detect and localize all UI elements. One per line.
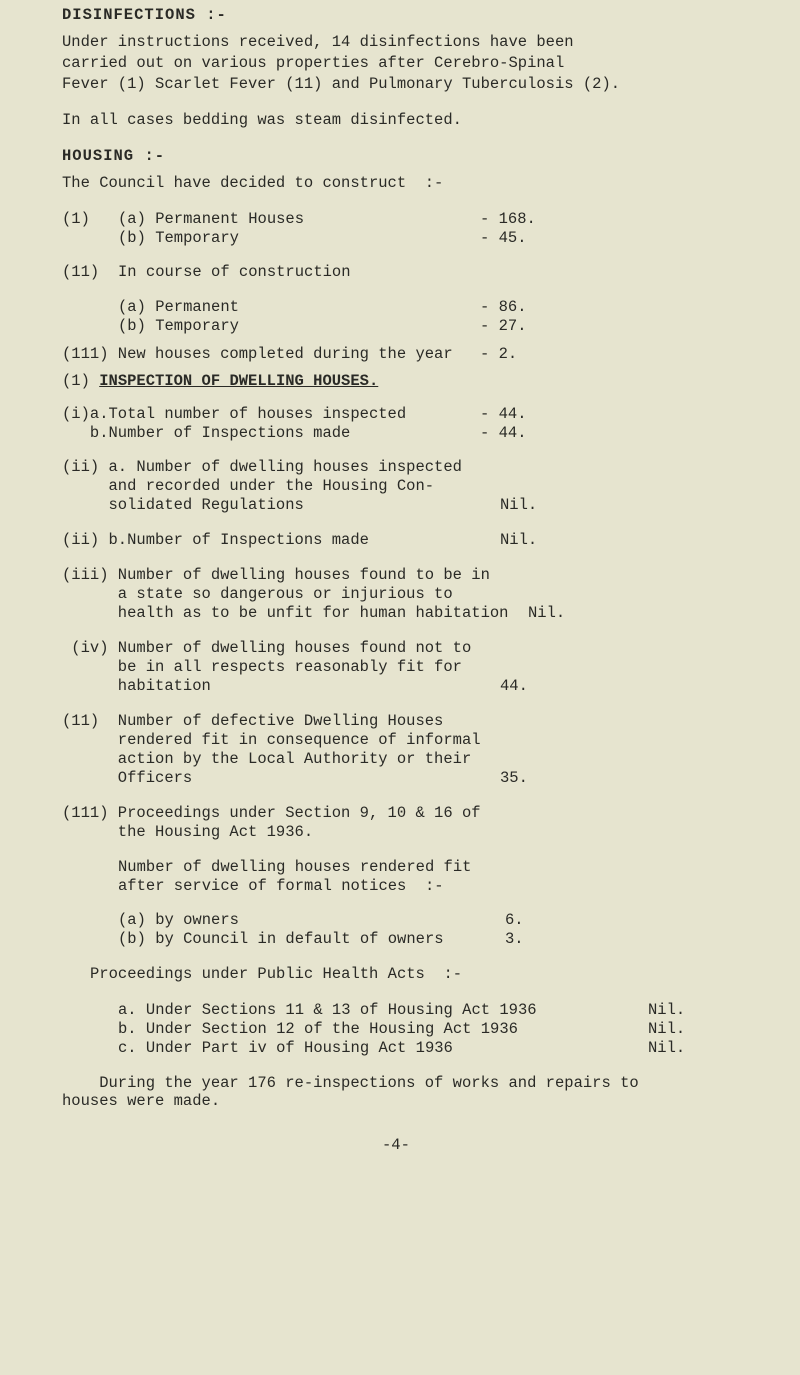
public-health-item-val: Nil. [648,1020,686,1038]
public-health-item-val: Nil. [648,1001,686,1019]
inspection-item-val: - 44. [480,424,527,442]
inspection-item: (11) Number of defective Dwelling Houses [62,712,444,730]
housing-heading [62,147,165,165]
disinfections-heading-suffix: :- [206,6,227,24]
inspection-item: (i)a.Total number of houses inspected [62,405,407,423]
housing-i-num: (1) [62,210,90,228]
inspection-item: b.Number of Inspections made [62,424,351,442]
disinfections-para-2: carried out on various properties after Cerebro-Spinal [62,54,565,72]
inspection-item-val: 35. [500,769,528,787]
disinfections-heading-text: DISINFECTIONS [62,6,196,24]
notices-text: Number of dwelling houses rendered fit [118,858,472,876]
inspection-item-val: Nil. [500,531,538,549]
public-health-item: a. Under Sections 11 & 13 of Housing Act 1936 [118,1001,537,1019]
inspection-item: Officers [62,769,193,787]
public-health-item-val: Nil. [648,1039,686,1057]
inspection-item: solidated Regulations [62,496,304,514]
housing-ii-a: (a) Permanent [118,298,239,316]
housing-heading-suffix: :- [144,147,166,165]
inspection-item: (ii) a. Number of dwelling houses inspected [62,458,462,476]
inspection-item-val: Nil. [528,604,566,622]
housing-iii: (111) New houses completed during the year [62,345,453,363]
inspection-item: action by the Local Authority or their [62,750,472,768]
inspection-item-val: 44. [500,677,528,695]
inspection-item: habitation [62,677,211,695]
inspection-item: (iv) Number of dwelling houses found not to [62,639,472,657]
public-health-item: b. Under Section 12 of the Housing Act 1936 [118,1020,518,1038]
disinfections-para-3: Fever (1) Scarlet Fever (11) and Pulmonary Tuberculosis (2). [62,75,621,93]
notice-item-val: 6. [505,911,524,929]
inspection-item-val: - 44. [480,405,527,423]
inspection-item: rendered fit in consequence of informal [62,731,481,749]
inspection-item: be in all respects reasonably fit for [62,658,462,676]
inspection-heading-text: INSPECTION OF DWELLING HOUSES. [99,372,379,390]
housing-ii-b: (b) Temporary [118,317,239,335]
housing-ii-b-val: - 27. [480,317,527,335]
notice-item: (a) by owners [118,911,239,929]
housing-i-a: (a) Permanent Houses [118,210,305,228]
notice-item: (b) by Council in default of owners [118,930,444,948]
housing-i-b-val: - 45. [480,229,527,247]
housing-ii-title: In course of construction [118,263,351,281]
inspection-item: and recorded under the Housing Con- [62,477,435,495]
disinfections-heading [62,6,227,24]
bedding-text: In all cases bedding was steam disinfected. [62,111,462,129]
housing-heading-text: HOUSING [62,147,135,165]
notices-text: after service of formal notices :- [118,877,444,895]
closing-text: During the year 176 re-inspections of works and repairs to [62,1074,639,1092]
inspection-item: (iii) Number of dwelling houses found to be in [62,566,490,584]
notice-item-val: 3. [505,930,524,948]
inspection-item: a state so dangerous or injurious to [62,585,453,603]
page-number: -4- [382,1136,410,1154]
disinfections-para-1: Under instructions received, 14 disinfections have been [62,33,574,51]
housing-ii-a-val: - 86. [480,298,527,316]
inspection-heading-num: (1) [62,372,90,390]
housing-i-b: (b) Temporary [118,229,239,247]
inspection-item: the Housing Act 1936. [62,823,314,841]
housing-ii-num: (11) [62,263,100,281]
closing-text: houses were made. [62,1092,221,1110]
inspection-item: (111) Proceedings under Section 9, 10 & 16 of [62,804,481,822]
inspection-item: health as to be unfit for human habitation [62,604,509,622]
housing-i-a-val: - 168. [480,210,536,228]
inspection-item-val: Nil. [500,496,538,514]
housing-intro: The Council have decided to construct :- [62,174,444,192]
housing-iii-val: - 2. [480,345,518,363]
inspection-item: (ii) b.Number of Inspections made [62,531,369,549]
inspection-heading [62,372,378,390]
public-health-item: c. Under Part iv of Housing Act 1936 [118,1039,453,1057]
public-health-heading: Proceedings under Public Health Acts :- [90,965,463,983]
